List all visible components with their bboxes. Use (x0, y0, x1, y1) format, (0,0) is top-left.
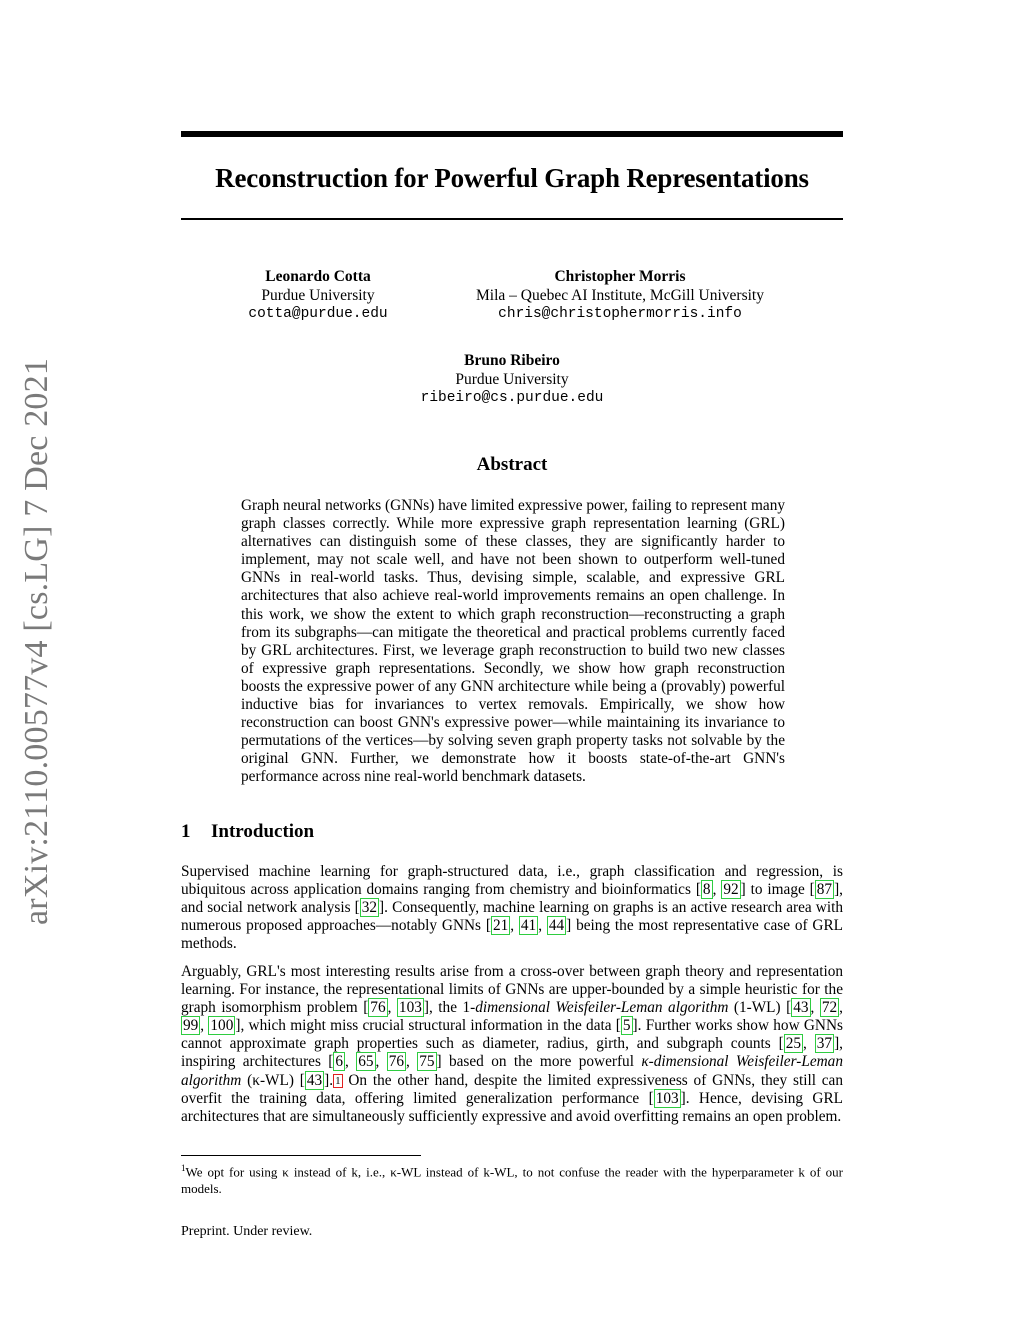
author-email[interactable]: ribeiro@cs.purdue.edu (420, 390, 604, 406)
italic-term: dimensional Weisfeiler-Leman algorithm (475, 999, 729, 1017)
section-title: Introduction (211, 821, 315, 842)
author-name: Leonardo Cotta (265, 268, 371, 285)
footnote (181, 1160, 843, 1197)
citation-link[interactable]: 103 (398, 999, 422, 1017)
citation-link[interactable]: 87 (816, 881, 833, 899)
citation-link[interactable]: 92 (723, 881, 739, 899)
author-affiliation: Purdue University (261, 287, 375, 304)
footnote-rule (181, 1155, 421, 1156)
title-bottom-rule (181, 218, 843, 220)
author-affiliation: Purdue University (455, 371, 569, 388)
section-number: 1 (181, 821, 191, 842)
author-block (362, 351, 662, 408)
citation-link[interactable]: 6 (335, 1053, 344, 1071)
citation-link[interactable]: 65 (358, 1053, 374, 1071)
citation-link[interactable]: 32 (361, 899, 378, 917)
citation-link[interactable]: 43 (793, 999, 809, 1017)
citation-link[interactable]: 44 (548, 917, 565, 935)
citation-link[interactable]: 76 (388, 1053, 405, 1071)
abstract-heading: Abstract (476, 454, 548, 475)
paragraph-intro-1: Supervised machine learning for graph-structured data, i.e., graph classification and regression, is ubiquitous across application domains ranging from chemistry and bioinformatics [ 8 , 92 ] to image [ 87 ], and social network analysis [ 32 ]. Consequently, machine learning on graphs is an active research area with numerous proposed approaches—notably GNNs [ 21 , 41 , 44 ] being the most representative case of GRL methods. (181, 863, 843, 953)
paragraph-intro-2: Arguably, GRL's most interesting results arise from a cross-over between graph theory and representation learning. For instance, the representational limits of GNNs are upper-bounded by a simple heuristic for the graph isomorphism problem [ 76 , 103 ], the 1-dimensional Weisfeiler-Leman algorithm (1-WL) [ 43 , 72 , 99 , 100 ], which might miss crucial structural information in the data [ 5 ]. Further works show how GNNs cannot approximate graph properties such as diameter, radius, girth, and subgraph counts [ 25 , 37 ], inspiring architectures [ 6 , 65 , 76 , 75 ] based on the more powerful κ-dimensional Weisfeiler-Leman algorithm (κ-WL) [ 43 ]. $^1$ On the other hand, despite the limited expressiveness of GNNs, they still can overfit the training data, offering limited generalization performance [ 103 ]. Hence, devising GRL architectures that are simultaneously sufficiently expressive and avoid overfitting remains an open problem. (181, 963, 843, 1125)
footnote-link[interactable]: 1 (335, 1074, 341, 1087)
author-block (430, 267, 810, 324)
citation-link[interactable]: 21 (492, 917, 509, 935)
author-name: Christopher Morris (554, 268, 686, 285)
author-affiliation: Mila – Quebec AI Institute, McGill University (476, 287, 764, 304)
arxiv-stamp: arXiv:2110.00577v4 [cs.LG] 7 Dec 2021 (18, 357, 55, 925)
title-top-rule (181, 131, 843, 137)
preprint-notice: Preprint. Under review. (181, 1224, 313, 1239)
citation-link[interactable]: 100 (210, 1017, 234, 1035)
author-block (218, 267, 418, 324)
citation-link[interactable]: 72 (821, 999, 838, 1017)
author-name: Bruno Ribeiro (464, 352, 560, 369)
citation-link[interactable]: 99 (183, 1017, 199, 1035)
citation-link[interactable]: 25 (785, 1035, 802, 1053)
citation-link[interactable]: 76 (370, 999, 386, 1017)
citation-link[interactable]: 103 (655, 1089, 679, 1107)
paper-title: Reconstruction for Powerful Graph Representations (215, 163, 809, 193)
citation-link[interactable]: 43 (306, 1071, 323, 1089)
footnote-mark: 1 (181, 1163, 186, 1173)
section-heading (181, 821, 314, 843)
author-email[interactable]: cotta@purdue.edu (248, 306, 388, 322)
citation-link[interactable]: 37 (816, 1035, 833, 1053)
citation-link[interactable]: 75 (419, 1053, 435, 1071)
citation-link[interactable]: 8 (702, 881, 711, 899)
citation-link[interactable]: 41 (520, 917, 537, 935)
italic-term: κ-dimensional Weisfeiler-Leman algorithm (181, 1053, 843, 1089)
author-email[interactable]: chris@christophermorris.info (498, 306, 742, 322)
citation-link[interactable]: 5 (622, 1017, 631, 1035)
abstract-text: Graph neural networks (GNNs) have limited expressive power, failing to represent many graph classes correctly. While more expressive graph representation learning (GRL) alternatives can distinguish some of these classes, they are significantly harder to implement, may not scale well, and have not been shown to outperform well-tuned GNNs in real-world tasks. Thus, devising simple, scalable, and expressive GRL architectures that also achieve real-world improvements remains an open challenge. In this work, we show the extent to which graph reconstruction—reconstructing a graph from its subgraphs—can mitigate the theoretical and practical problems currently faced by GRL architectures. First, we leverage graph reconstruction to build two new classes of expressive graph representations. Secondly, we show how graph reconstruction boosts the expressive power of any GNN architecture while being a (provably) powerful inductive bias for invariances to vertex removals. Empirically, we show how reconstruction can boost GNN's expressive power—while maintaining its invariance to permutations of the vertices—by solving seven graph property tasks not solvable by the original GNN. Further, we demonstrate how it boosts state-of-the-art GNN's performance across nine real-world benchmark datasets. (241, 497, 785, 786)
footnote-text: We opt for using κ instead of k, i.e., κ-WL instead of k-WL, to not confuse the reader with the hyperparameter k of our models. (181, 1164, 843, 1197)
